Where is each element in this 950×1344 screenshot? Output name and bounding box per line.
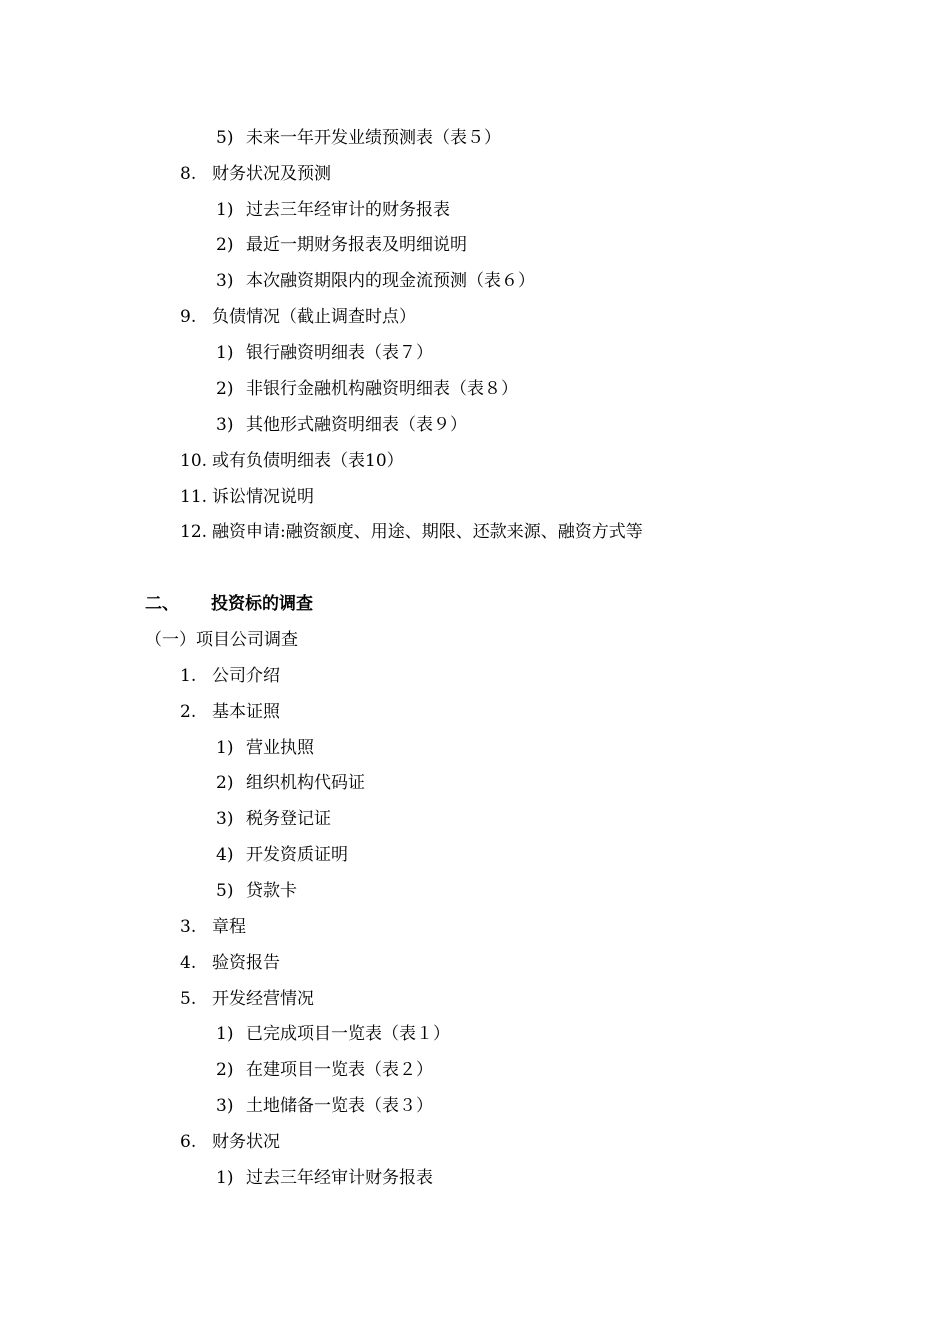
list-item <box>216 120 501 156</box>
list-number: 2) <box>216 235 234 255</box>
list-text: 公司介绍 <box>212 666 280 686</box>
list-number: 1. <box>180 666 197 686</box>
list-text: 贷款卡 <box>246 881 297 901</box>
list-number: 2) <box>216 379 234 399</box>
list-item <box>180 156 331 192</box>
list-item <box>180 694 280 730</box>
list-item <box>180 909 246 945</box>
list-item <box>180 299 416 335</box>
list-number: 5. <box>180 989 197 1009</box>
list-item <box>216 801 331 837</box>
list-item <box>216 371 518 407</box>
list-number: 2) <box>216 773 234 793</box>
list-number: 3. <box>180 917 197 937</box>
list-text: 开发经营情况 <box>212 989 314 1009</box>
list-text: 在建项目一览表（表２） <box>246 1060 433 1080</box>
list-text: 财务状况及预测 <box>212 164 331 184</box>
list-item <box>180 1124 280 1160</box>
list-number: 4) <box>216 845 234 865</box>
list-number: 1) <box>216 343 234 363</box>
list-text: 诉讼情况说明 <box>212 487 314 507</box>
list-item <box>216 837 348 873</box>
list-text: 基本证照 <box>212 702 280 722</box>
list-item <box>216 192 450 228</box>
list-number: 1) <box>216 1024 234 1044</box>
list-number: 2) <box>216 1060 234 1080</box>
list-item <box>216 873 297 909</box>
list-item <box>180 479 314 515</box>
list-number: 1) <box>216 200 234 220</box>
list-number: 11. <box>180 487 208 507</box>
list-number: 1) <box>216 738 234 758</box>
list-text: 非银行金融机构融资明细表（表８） <box>246 379 518 399</box>
list-number: 6. <box>180 1132 197 1152</box>
list-text: 组织机构代码证 <box>246 773 365 793</box>
list-number: 3) <box>216 271 234 291</box>
list-item <box>216 335 433 371</box>
list-text: 银行融资明细表（表７） <box>246 343 433 363</box>
list-number: 4. <box>180 953 197 973</box>
list-item <box>216 1052 433 1088</box>
list-text: 土地储备一览表（表３） <box>246 1096 433 1116</box>
section-number: 二、 <box>145 594 179 614</box>
subsection-title: （一）项目公司调查 <box>145 630 298 650</box>
list-item <box>216 730 314 766</box>
list-number: 12. <box>180 522 208 542</box>
section-heading <box>145 586 313 622</box>
list-number: 5) <box>216 881 234 901</box>
list-number: 5) <box>216 128 234 148</box>
list-text: 验资报告 <box>212 953 280 973</box>
list-item <box>180 945 280 981</box>
section-title: 投资标的调查 <box>211 594 313 614</box>
list-text: 过去三年经审计的财务报表 <box>246 200 450 220</box>
list-item <box>180 981 314 1017</box>
list-text: 营业执照 <box>246 738 314 758</box>
list-number: 3) <box>216 415 234 435</box>
list-text: 章程 <box>212 917 246 937</box>
list-item <box>180 443 404 479</box>
list-item <box>216 407 467 443</box>
list-number: 9. <box>180 307 197 327</box>
list-item <box>216 227 467 263</box>
list-text: 开发资质证明 <box>246 845 348 865</box>
list-number: 10. <box>180 451 208 471</box>
list-text: 本次融资期限内的现金流预测（表６） <box>246 271 535 291</box>
list-text: 或有负债明细表（表10） <box>212 451 404 471</box>
list-item <box>216 765 365 801</box>
list-text: 未来一年开发业绩预测表（表５） <box>246 128 501 148</box>
list-text: 其他形式融资明细表（表９） <box>246 415 467 435</box>
list-text: 过去三年经审计财务报表 <box>246 1168 433 1188</box>
list-text: 负债情况（截止调查时点） <box>212 307 416 327</box>
list-item <box>216 1016 450 1052</box>
list-text: 税务登记证 <box>246 809 331 829</box>
list-number: 2. <box>180 702 197 722</box>
list-text: 融资申请:融资额度、用途、期限、还款来源、融资方式等 <box>212 522 643 542</box>
list-item <box>180 658 280 694</box>
list-item <box>216 1088 433 1124</box>
list-item <box>180 514 643 550</box>
list-item <box>216 1160 433 1196</box>
list-item <box>216 263 535 299</box>
list-number: 3) <box>216 1096 234 1116</box>
list-number: 1) <box>216 1168 234 1188</box>
list-text: 财务状况 <box>212 1132 280 1152</box>
subsection-heading <box>145 622 298 658</box>
list-text: 最近一期财务报表及明细说明 <box>246 235 467 255</box>
list-text: 已完成项目一览表（表１） <box>246 1024 450 1044</box>
list-number: 8. <box>180 164 197 184</box>
list-number: 3) <box>216 809 234 829</box>
